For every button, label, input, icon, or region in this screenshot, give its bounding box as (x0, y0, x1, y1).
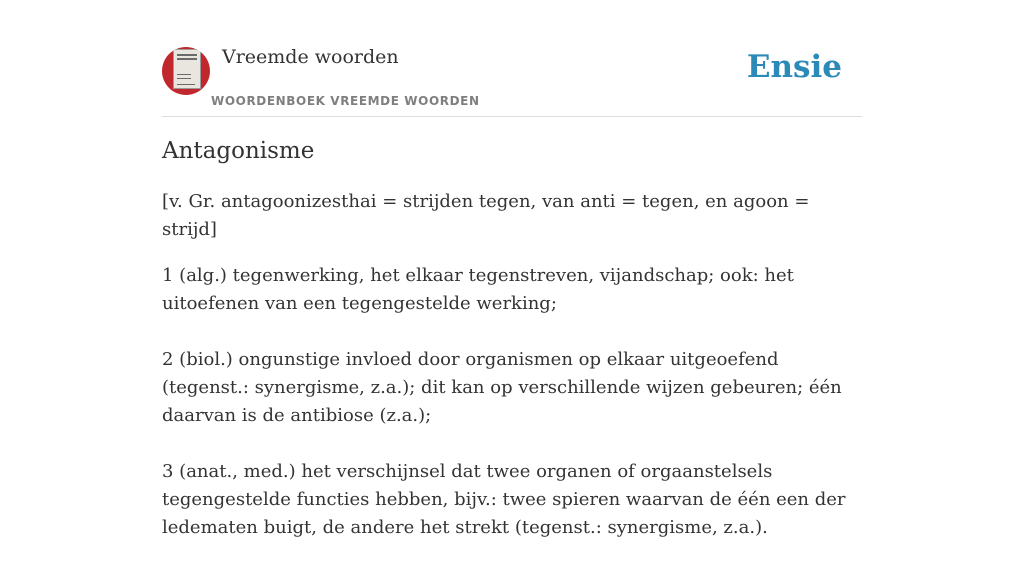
site-subtitle: WOORDENBOEK VREEMDE WOORDEN (211, 94, 480, 108)
site-header (162, 44, 862, 117)
site-title[interactable]: Vreemde woorden (222, 46, 399, 68)
entry-etymology: [v. Gr. antagoonizesthai = strijden tegen, van anti = tegen, en agoon = strijd] (162, 191, 810, 240)
entry-content (162, 138, 862, 570)
definition-item: 2 (biol.) ongunstige invloed door organismen op elkaar uitgeoefend (tegenst.: synergisme, z.a.); dit kan op verschillende wijzen gebeuren; één daarvan is de antibiose (z.a.); (162, 349, 842, 426)
definition-list (162, 262, 862, 542)
definition-item: 1 (alg.) tegenwerking, het elkaar tegenstreven, vijandschap; ook: het uitoefenen van een tegengestelde werking; (162, 265, 794, 314)
definition-item: 3 (anat., med.) het verschijnsel dat twee organen of orgaanstelsels tegengestelde functies hebben, bijv.: twee spieren waarvan de één een der ledematen buigt, de andere het strekt (tegenst.: synergisme, z.a.). (162, 461, 846, 538)
entry-title: Antagonisme (162, 138, 315, 164)
dictionary-avatar-icon[interactable] (162, 47, 210, 95)
ensie-logo-link[interactable]: Ensie (746, 49, 842, 85)
book-cover-icon (173, 49, 201, 89)
